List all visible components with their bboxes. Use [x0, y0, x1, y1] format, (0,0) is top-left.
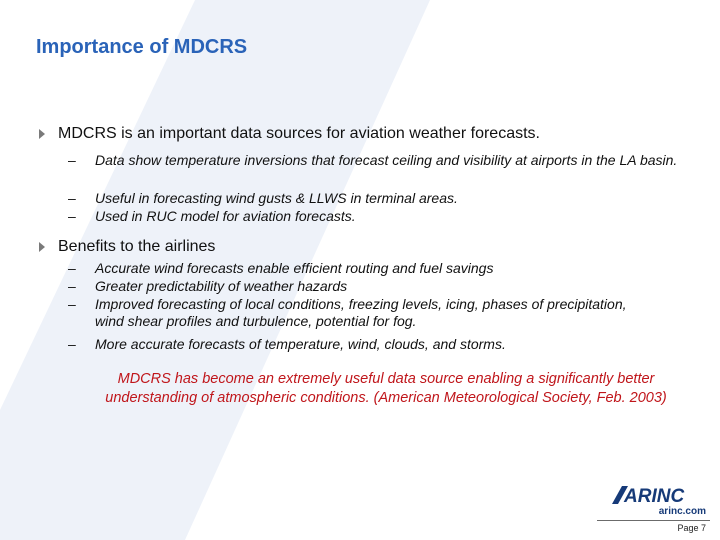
logo-text: ARINC [624, 486, 685, 506]
sub-bullet-text: Used in RUC model for aviation forecasts. [95, 208, 356, 224]
sub-bullet [68, 336, 693, 353]
bullet-1 [58, 125, 540, 143]
sub-bullet-text: Useful in forecasting wind gusts & LLWS in terminal areas. [95, 190, 458, 206]
sub-bullet-text: More accurate forecasts of temperature, wind, clouds, and storms. [95, 336, 506, 352]
dash-icon: – [68, 296, 76, 312]
sub-bullet [68, 260, 693, 277]
bullet-triangle-icon [39, 242, 45, 252]
bullet-2-text: Benefits to the airlines [58, 238, 216, 255]
dash-icon: – [68, 260, 76, 276]
sub-bullet-text: Greater predictability of weather hazards [95, 278, 348, 294]
dash-icon: – [68, 336, 76, 352]
slide-title: Importance of MDCRS [36, 36, 248, 58]
quote-text: MDCRS has become an extremely useful data source enabling a significantly better understanding of atmospheric conditions. (American Meteorological Society, Feb. 2003) [105, 371, 667, 406]
sub-bullet-text: Improved forecasting of local conditions, freezing levels, icing, phases of precipitation, wind shear profiles and turbulence, potential for fog. [95, 296, 627, 329]
page-number: Page 7 [677, 523, 706, 533]
sub-bullet [68, 296, 628, 330]
dash-icon: – [68, 152, 76, 168]
sub-bullet [68, 152, 693, 169]
dash-icon: – [68, 278, 76, 294]
sub-bullet [68, 208, 693, 225]
dash-icon: – [68, 190, 76, 206]
arinc-logo [612, 484, 708, 506]
sub-bullet [68, 278, 693, 295]
bullet-triangle-icon [39, 129, 45, 139]
logo-url: arinc.com [658, 506, 706, 517]
dash-icon: – [68, 208, 76, 224]
bullet-1-text: MDCRS is an important data sources for aviation weather forecasts. [58, 125, 540, 142]
footer-divider [597, 520, 710, 521]
sub-bullet-text: Accurate wind forecasts enable efficient routing and fuel savings [95, 260, 494, 276]
bullet-2 [58, 238, 215, 256]
sub-bullet [68, 190, 693, 207]
sub-bullet-text: Data show temperature inversions that forecast ceiling and visibility at airports in the LA basin. [95, 152, 678, 168]
